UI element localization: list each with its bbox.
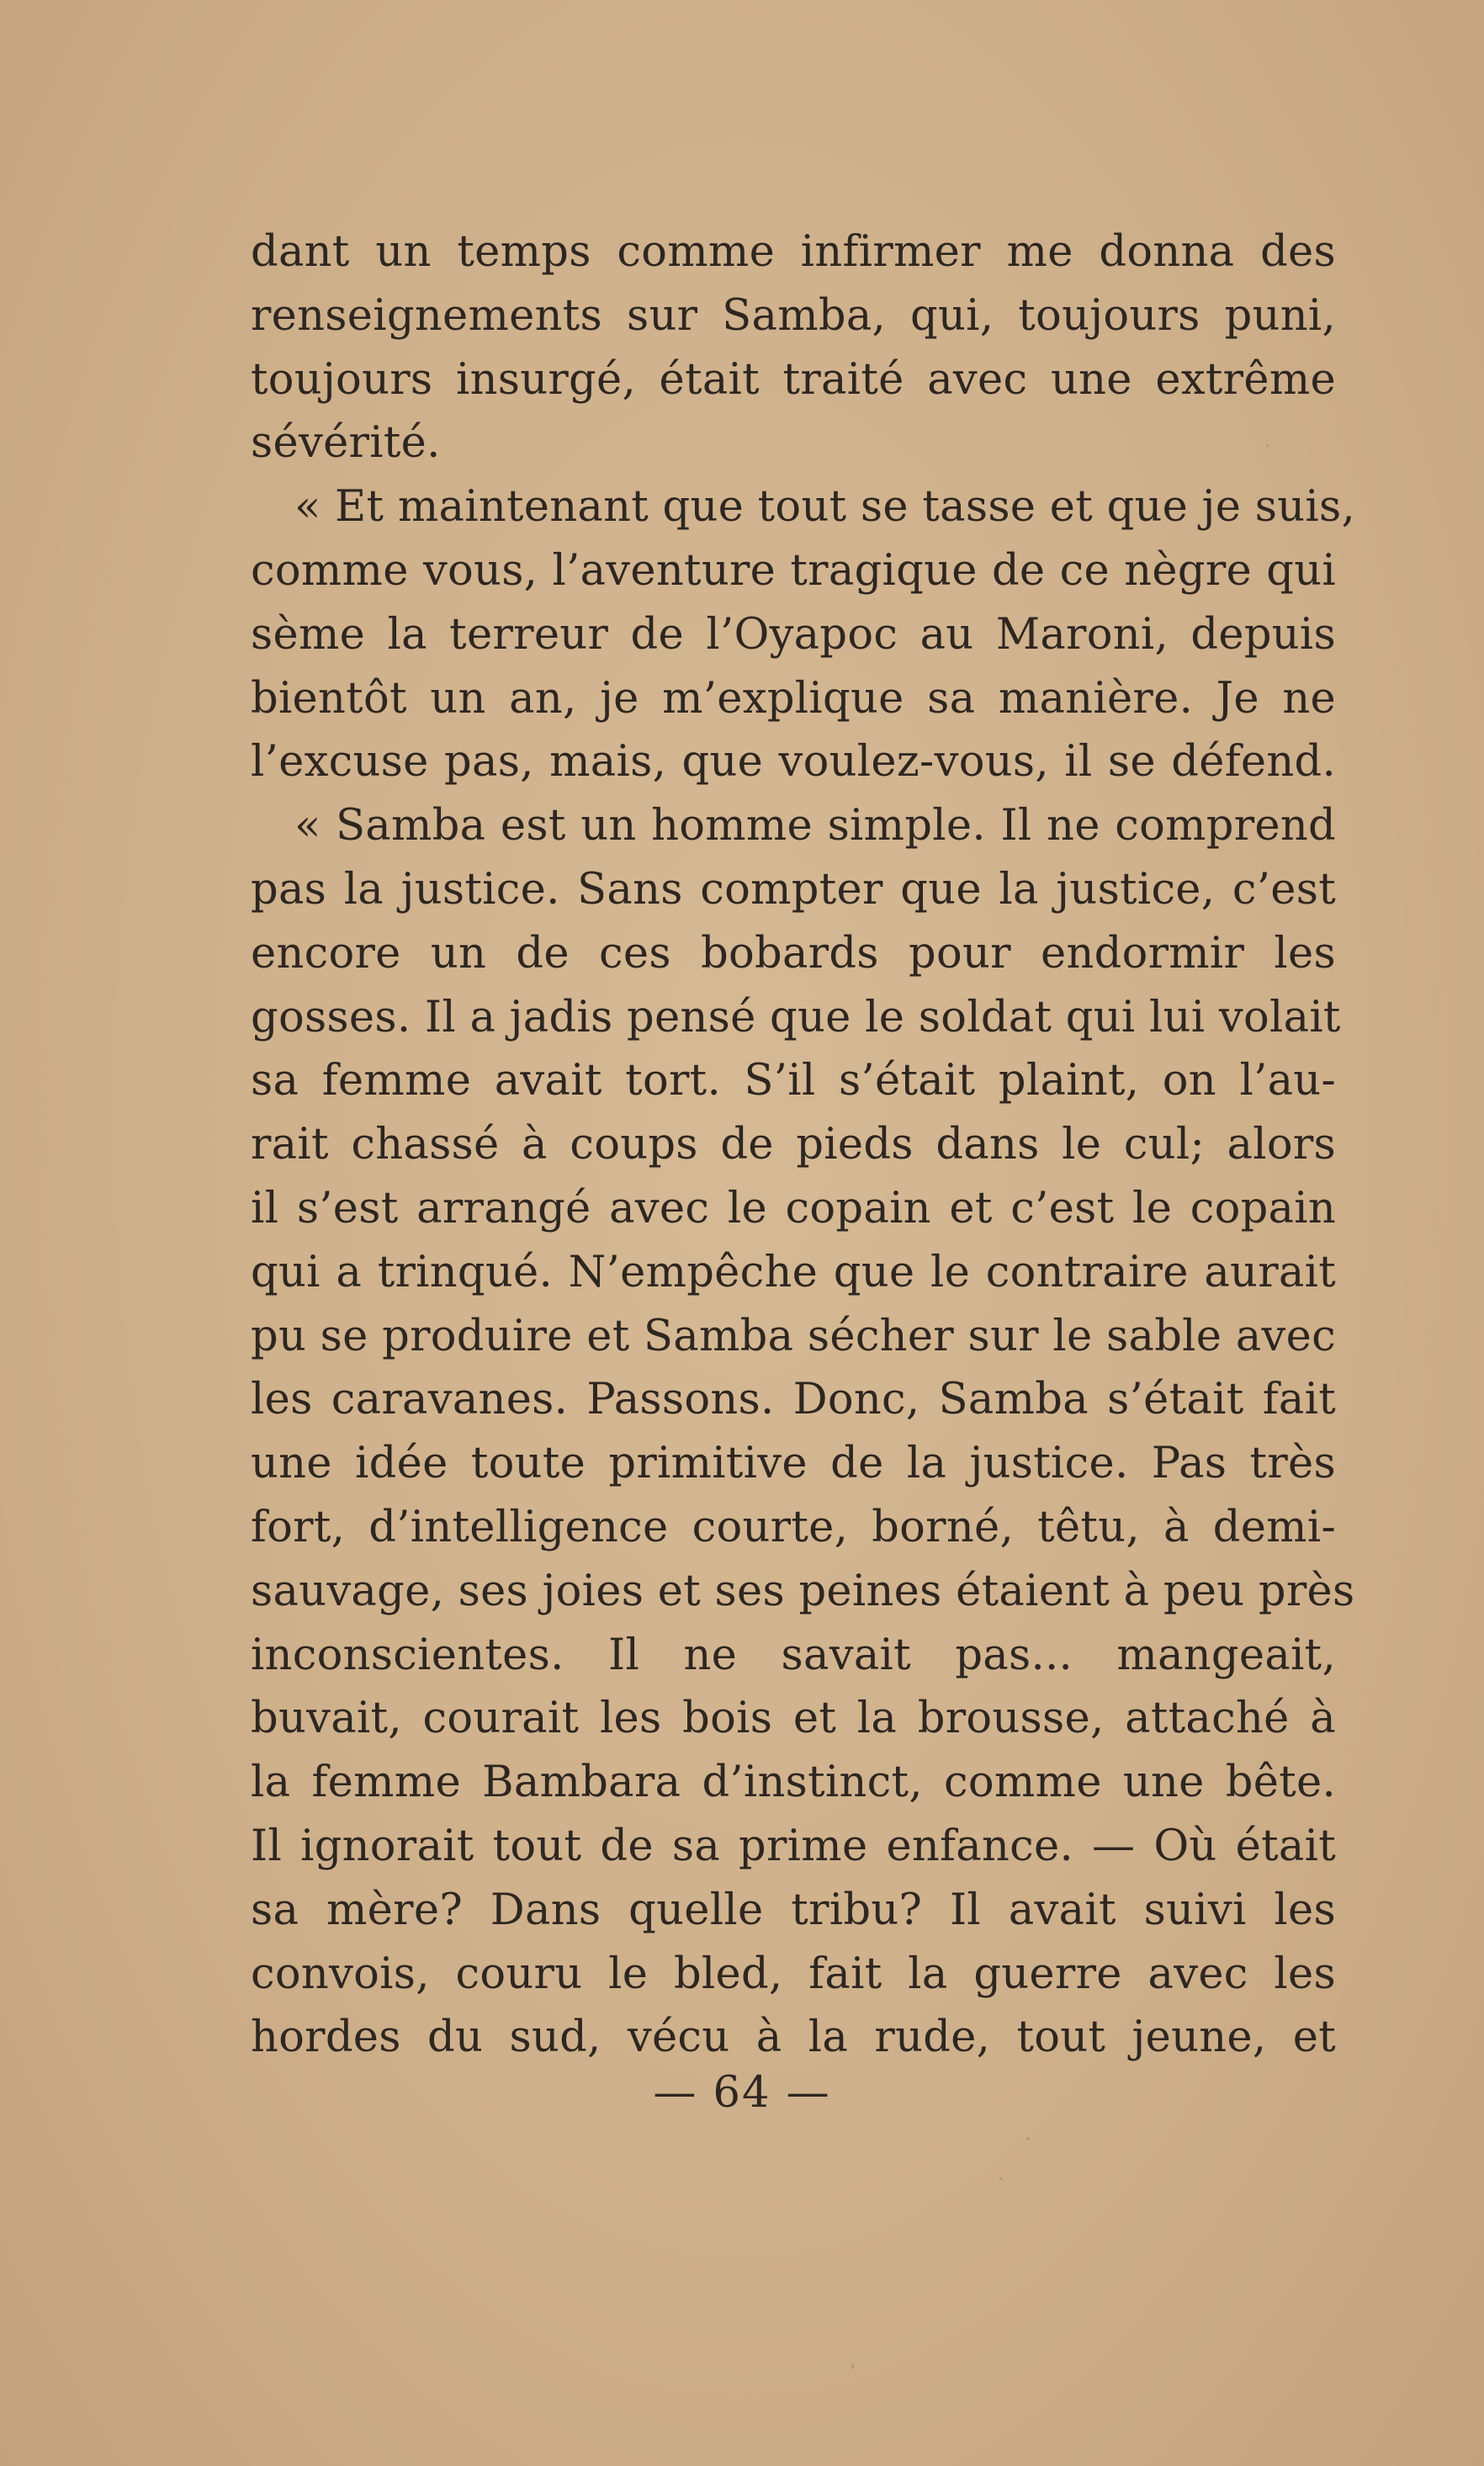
text-line: toujours insurgé, était traité avec une extrême: [251, 354, 1336, 405]
body-text: [251, 220, 1355, 2070]
text-line: pu se produire et Samba sécher sur le sable avec: [251, 1311, 1336, 1361]
text-line: sévérité.: [251, 418, 441, 469]
text-line: bientôt un an, je m’explique sa manière. Je ne: [251, 673, 1336, 724]
text-line: pas la justice. Sans compter que la justice, c’est: [251, 864, 1336, 915]
page-number: — 64 —: [653, 2068, 831, 2118]
text-line: inconscientes. Il ne savait pas... mangeait,: [251, 1630, 1336, 1680]
text-line: Il ignorait tout de sa prime enfance. — Où était: [251, 1821, 1336, 1871]
text-line: les caravanes. Passons. Donc, Samba s’était fait: [251, 1375, 1336, 1425]
text-line: fort, d’intelligence courte, borné, têtu, à demi-: [251, 1502, 1336, 1552]
text-line: sauvage, ses joies et ses peines étaient à peu près: [251, 1566, 1355, 1616]
text-line: rait chassé à coups de pieds dans le cul; alors: [251, 1120, 1336, 1170]
text-line: renseignements sur Samba, qui, toujours puni,: [251, 290, 1336, 341]
text-line: encore un de ces bobards pour endormir les: [251, 928, 1336, 978]
text-line: gosses. Il a jadis pensé que le soldat qui lui volait: [251, 992, 1341, 1042]
text-line: sa mère? Dans quelle tribu? Il avait suivi les: [251, 1885, 1336, 1935]
text-line: convois, couru le bled, fait la guerre avec les: [251, 1949, 1336, 1999]
paper-speck: [999, 2177, 1002, 2180]
text-line: buvait, courait les bois et la brousse, attaché à: [251, 1694, 1336, 1744]
paper-speck: [851, 2364, 854, 2369]
text-line: « Et maintenant que tout se tasse et que je suis,: [294, 482, 1355, 533]
text-line: la femme Bambara d’instinct, comme une bête.: [251, 1758, 1336, 1808]
text-line: il s’est arrangé avec le copain et c’est le copain: [251, 1183, 1336, 1233]
text-line: sème la terreur de l’Oyapoc au Maroni, depuis: [251, 609, 1336, 660]
text-line: comme vous, l’aventure tragique de ce nègre qui: [251, 545, 1336, 596]
text-line: hordes du sud, vécu à la rude, tout jeune, et: [251, 2013, 1336, 2063]
text-line: sa femme avait tort. S’il s’était plaint, on l’au-: [251, 1056, 1336, 1106]
paper-speck: [1026, 2137, 1030, 2140]
text-line: dant un temps comme infirmer me donna des: [251, 227, 1336, 277]
text-line: « Samba est un homme simple. Il ne comprend: [294, 801, 1336, 851]
text-line: qui a trinqué. N’empêche que le contraire aurait: [251, 1247, 1336, 1297]
text-line: une idée toute primitive de la justice. Pas très: [251, 1439, 1336, 1489]
text-line: l’excuse pas, mais, que voulez-vous, il se défend.: [251, 737, 1336, 788]
